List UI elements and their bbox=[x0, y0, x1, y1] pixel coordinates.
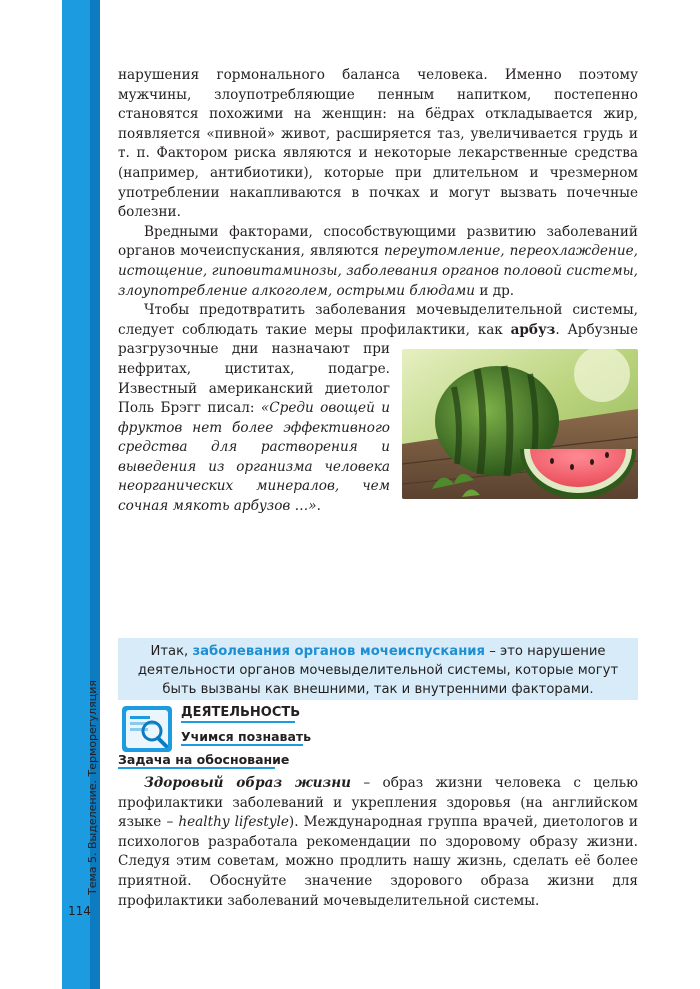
chapter-title: Тема 5. Выделение. Терморегуляция bbox=[86, 680, 99, 895]
summary-box: Итак, заболевания органов мочеиспускания – это нарушение деятельности органов мочевыделительной системы, которые могут быть вызваны как внешними, так и внутренними факторами. bbox=[118, 638, 638, 700]
main-text bbox=[118, 66, 638, 517]
task-title-underline bbox=[118, 767, 275, 769]
task-title: Задача на обоснование bbox=[118, 752, 290, 767]
watermelon-photo bbox=[402, 349, 638, 499]
paragraph-3: Чтобы предотвратить заболевания мочевыделительной системы, следует соблюдать такие меры профилактики, как арбуз. Арбузные разгрузочные дни назначают при нефритах, циститах, подагре. Известный американский диетолог Поль Брэгг писал: «Среди овощей и фруктов нет более эффективного средства для растворения и выведения из организма человека неорганических минералов, чем сочная мякоть арбузов …». bbox=[118, 302, 638, 515]
task-text bbox=[118, 774, 638, 911]
activity-subtitle-underline bbox=[181, 744, 303, 746]
paragraph-2: Вредными факторами, способствующими развитию заболеваний органов мочеиспускания, являются переутомление, переохлаждение, истощение, гиповитаминозы, заболевания органов половой системы, злоупотребление алкоголем, острыми блюдами и др. bbox=[118, 223, 638, 299]
page-margin bbox=[0, 0, 62, 989]
task-paragraph: Здоровый образ жизни – образ жизни человека с целью профилактики заболеваний и укрепления здоровья (на английском языке – healthy lifestyle). Международная группа врачей, диетологов и психологов разработала рекомендации по здоровому образу жизни. Следуя этим советам, можно продлить нашу жизнь, сделать её более приятной. Обоснуйте значение здорового образа жизни для профилактики заболеваний мочевыделительной системы. bbox=[118, 775, 638, 909]
activity-title: ДЕЯТЕЛЬНОСТЬ bbox=[181, 705, 301, 720]
summary-term: заболевания органов мочеиспускания bbox=[192, 644, 486, 659]
activity-magnifier-icon bbox=[122, 706, 172, 752]
paragraph-1: нарушения гормонального баланса человека. Именно поэтому мужчины, злоупотребляющие пенным напитком, постепенно становятся похожими на женщин: на бёдрах откладывается жир, появляется «пивной» живот, расширяется таз, увеличивается грудь и т. п. Фактором риска являются и некоторые лекарственные средства (например, антибиотики), которые при длительном и чрезмерном употреблении накапливаются в почках и могут вызвать почечные болезни. bbox=[118, 67, 638, 221]
activity-subtitle: Учимся познавать bbox=[181, 729, 312, 744]
page-number: 114 bbox=[68, 904, 91, 918]
activity-title-underline bbox=[181, 721, 295, 723]
